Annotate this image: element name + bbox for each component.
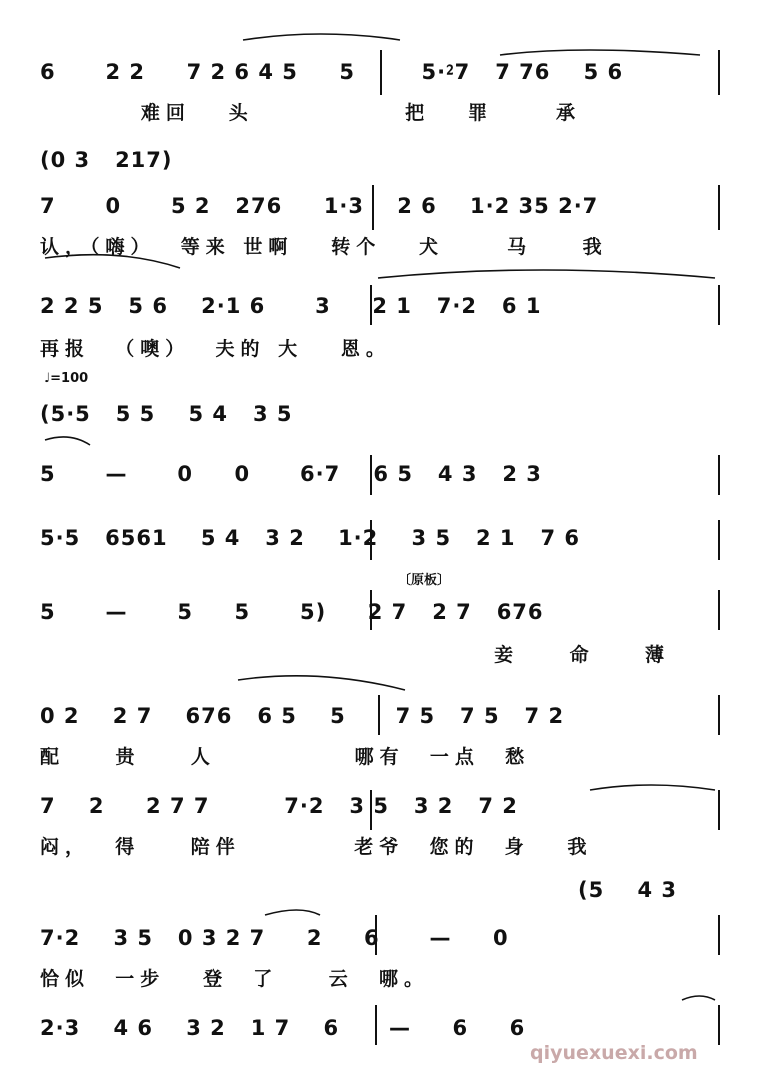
notation-line: 6 2 2 7 2 6 4 5 5 5·⁲7 7 76 5 6 [40,60,624,84]
lyric-line: 配 贵 人 哪有 一点 愁 [40,746,531,768]
notation-line: 5 — 0 0 6·7 6 5 4 3 2 3 [40,462,542,486]
intro-line: (0 3 217) [40,148,173,172]
slur [243,34,400,40]
slur [265,910,320,915]
barline [718,520,720,560]
barline [718,185,720,230]
slur [45,437,90,445]
lyric-line: 认，（嗨） 等来 世啊 转个 犬 马 我 [40,236,608,258]
slur [682,996,715,1000]
watermark: qiyuexuexi.com [530,1042,698,1064]
barline [718,695,720,735]
barline [718,790,720,830]
intro-line: (5 4 3 [578,878,677,902]
notation-line: 5·5 6561 5 4 3 2 1·2 3 5 2 1 7 6 [40,526,580,550]
lyric-line: 恰似 一步 登 了 云 哪。 [40,968,429,990]
intro-line: (5·5 5 5 5 4 3 5 [40,402,293,426]
lyric-line: 再报 （噢） 夫的 大 恩。 [40,338,391,360]
barline [718,285,720,325]
slur [500,50,700,55]
notation-line: 7 0 5 2 276 1·3 2 6 1·2 35 2·7 [40,194,599,218]
notation-line: 5 — 5 5 5) 2 7 2 7 676 [40,600,544,624]
barline [718,1005,720,1045]
notation-line: 2·3 4 6 3 2 1 7 6 — 6 6 [40,1016,526,1040]
notation-line: 0 2 2 7 676 6 5 5 7 5 7 5 7 2 [40,704,565,728]
barline [718,915,720,955]
barline [718,455,720,495]
slur [378,270,715,278]
slur [590,785,715,790]
slur [238,676,405,690]
notation-line: 2 2 5 5 6 2·1 6 3 2 1 7·2 6 1 [40,294,542,318]
notation-line: 7 2 2 7 7 7·2 3 5 3 2 7 2 [40,794,518,818]
lyric-line: 闷， 得 陪伴 老爷 您的 身 我 [40,836,593,858]
tempo-marking: ♩=100 [44,371,89,386]
barline [718,50,720,95]
notation-line: 7·2 3 5 0 3 2 7 2 6 — 0 [40,926,509,950]
lyric-line: 难回 头 把 罪 承 [40,102,582,124]
section-label: 〔原板〕 [398,573,451,588]
barline [718,590,720,630]
lyric-line: 妾 命 薄 [40,644,671,666]
